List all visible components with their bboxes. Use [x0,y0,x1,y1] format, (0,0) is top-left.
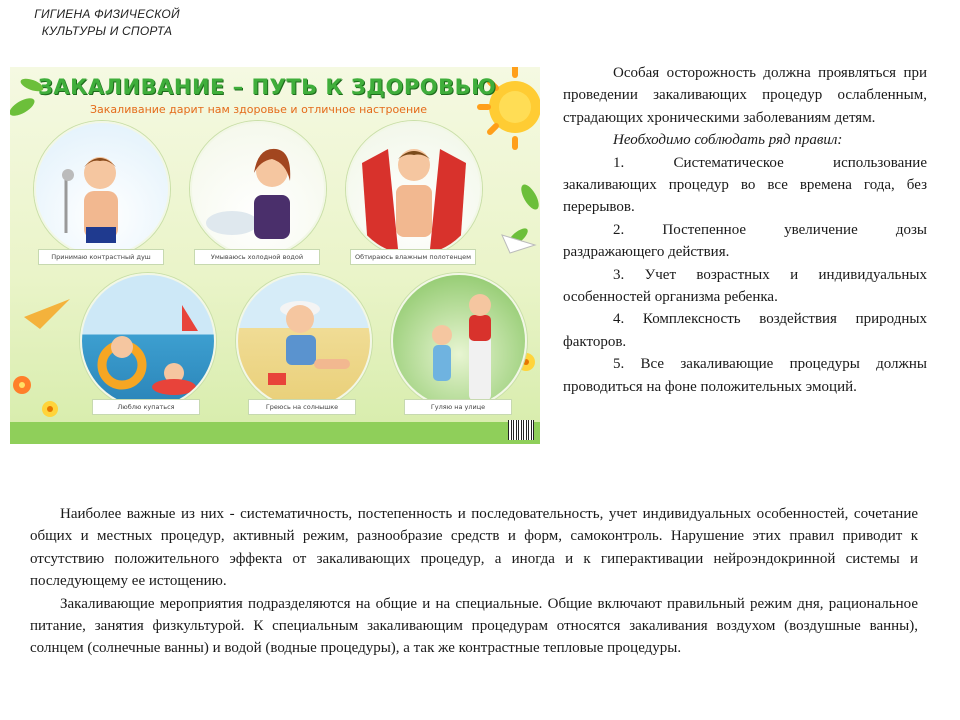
body-paragraph: Закаливающие мероприятия подразделяются на общие и на специальные. Общие включают правильный режим дня, рациональное питание, занятия физкультурой. К специальным закаливающим процедурам относятся закаливания воздухом (воздушные ванны), солнцем (солнечные ванны) и водой (водные процедуры), а так же контрастные тепловые процедуры. [30,595,918,657]
poster-title: ЗАКАЛИВАНИЕ – ПУТЬ К ЗДОРОВЬЮ [38,75,497,99]
caption-sunbathing: Греюсь на солнышке [248,399,356,415]
body-paragraph: Наиболее важные из них - систематичность, постепенность и последовательность, учет индивидуальных особенностей, сочетание общих и местных процедур, активный режим, разнообразие средств и форм, самоконтроль. Нарушение этих правил приводит к отсутствию положительного эффекта от закаливающих процедур, а иногда и к гиперактивации нейроэндокринной системы и последующему ее истощению. [30,506,918,590]
girl-washing-figure [192,123,324,255]
caption-towel: Обтираюсь влажным полотенцем [350,249,476,265]
rule-item: 2. Постепенное увеличение дозы раздражающего действия. [563,221,927,261]
caption-walking: Гуляю на улице [404,399,512,415]
page-header: ГИГИЕНА ФИЗИЧЕСКОЙ КУЛЬТУРЫ И СПОРТА [34,7,180,38]
caption-shower: Принимаю контрастный душ [38,249,164,265]
shower-illustration [34,121,170,257]
walking-family-figure [393,275,525,407]
washing-illustration [190,121,326,257]
poster-subtitle: Закаливание дарит нам здоровье и отличное настроение [90,103,428,116]
intro-paragraph: Особая осторожность должна проявляться при проведении закаливающих процедур ослабленным, страдающих хроническими заболеваниям детям. [563,65,927,126]
child-sand-figure [238,275,370,407]
boy-towel-figure [348,123,480,255]
rule-item: 1. Систематическое использование закаливающих процедур во все времена года, без перерывов. [563,154,927,216]
walking-illustration [391,273,527,409]
boy-shower-figure [36,123,168,255]
rules-heading: Необходимо соблюдать ряд правил: [613,132,843,149]
rules-column [563,62,927,398]
caption-swimming: Люблю купаться [92,399,200,415]
rule-item: 5. Все закаливающие процедуры должны проводиться на фоне положительных эмоций. [563,356,927,395]
caption-washing: Умываюсь холодной водой [194,249,320,265]
body-text [30,503,918,660]
kids-swimming-figure [82,275,214,407]
rule-item: 3. Учет возрастных и индивидуальных особенностей организма ребенка. [563,266,927,306]
sunbathing-illustration [236,273,372,409]
hardening-poster [10,67,540,444]
towel-illustration [346,121,482,257]
swimming-illustration [80,273,216,409]
rule-item: 4. Комплексность воздействия природных факторов. [563,311,927,350]
barcode [508,420,534,440]
